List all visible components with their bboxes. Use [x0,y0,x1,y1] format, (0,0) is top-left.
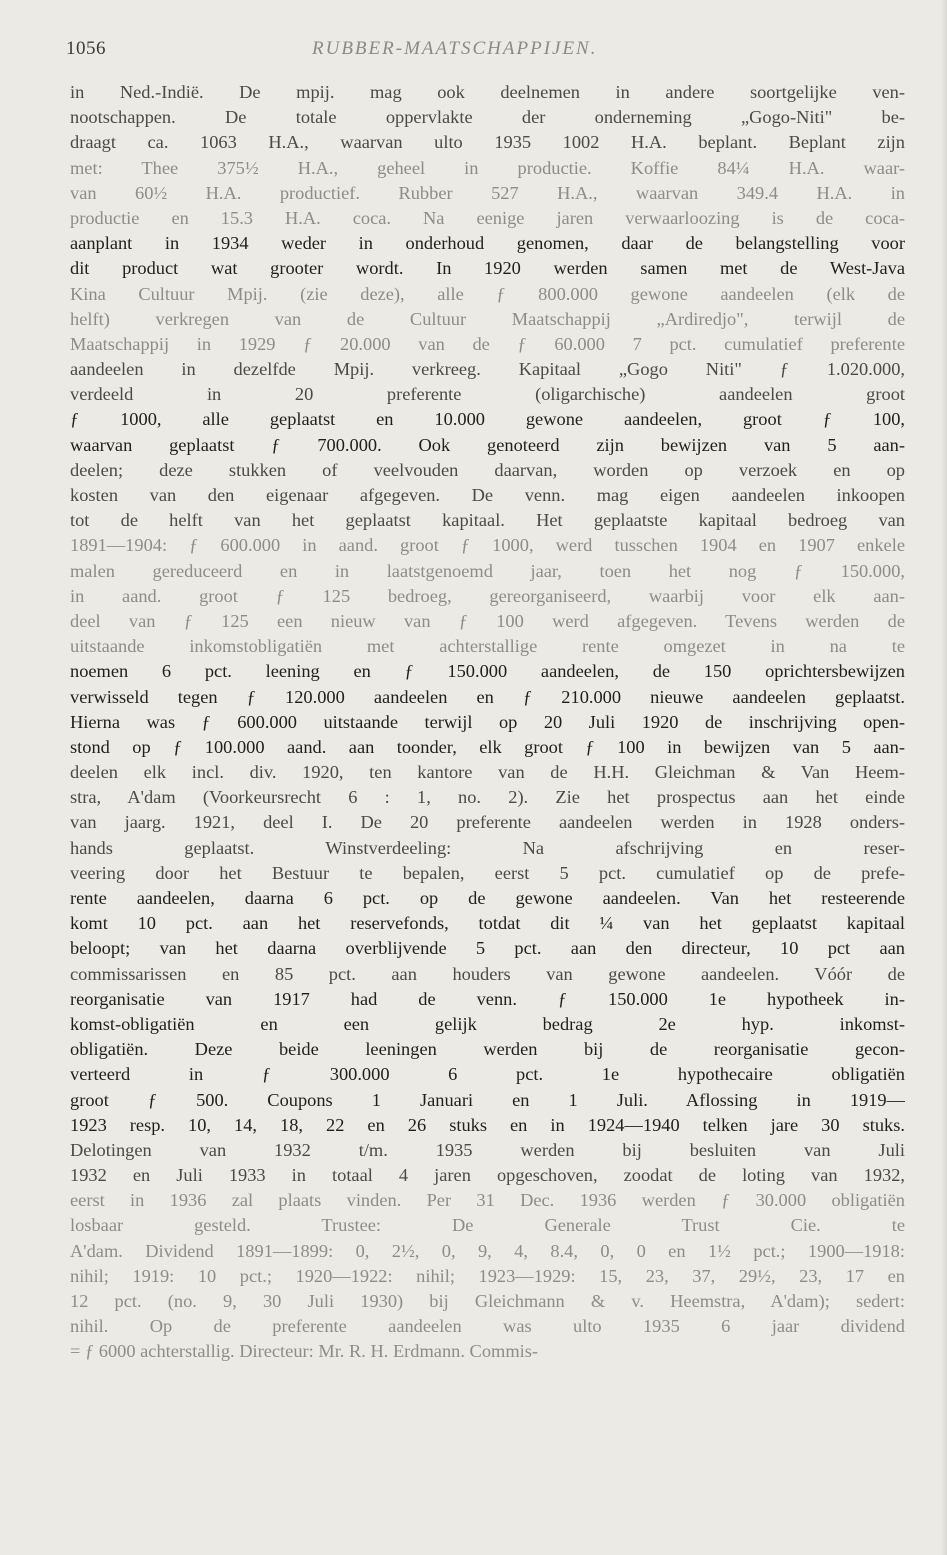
text-line: malen gereduceerd en in laatstgenoemd jaar, toen het nog ƒ 150.000, [70,560,905,581]
text-line: 1923 resp. 10, 14, 18, 22 en 26 stuks en in 1924—1940 telken jare 30 stuks. [70,1114,905,1135]
text-line: verteerd in ƒ 300.000 6 pct. 1e hypothecaire obligatiën [70,1064,905,1085]
text-line: verdeeld in 20 preferente (oligarchische) aandeelen groot [70,384,905,405]
text-line: in Ned.-Indië. De mpij. mag ook deelnemen in andere soortgelijke ven- [70,82,905,102]
text-line: aanplant in 1934 weder in onderhoud genomen, daar de belangstelling voor [70,233,905,254]
text-line: kosten van den eigenaar afgegeven. De venn. mag eigen aandeelen inkoopen [70,485,905,505]
text-line: van 60½ H.A. productief. Rubber 527 H.A., waarvan 349.4 H.A. in [70,182,905,203]
text-line: komst-obligatiën en een gelijk bedrag 2e hyp. inkomst- [70,1013,905,1034]
text-line: dit product wat grooter wordt. In 1920 werden samen met de West-Java [70,258,905,279]
text-line: tot de helft van het geplaatst kapitaal. Het geplaatste kapitaal bedroeg van [70,510,905,531]
text-line: helft) verkregen van de Cultuur Maatschappij „Ardiredjo", terwijl de [70,308,905,329]
text-line: Maatschappij in 1929 ƒ 20.000 van de ƒ 60.000 7 pct. cumulatief preferente [70,333,905,354]
text-line: reorganisatie van 1917 had de venn. ƒ 150.000 1e hypotheek in- [70,988,905,1009]
text-line: stra, A'dam (Voorkeursrecht 6 : 1, no. 2). Zie het prospectus aan het einde [70,787,905,808]
page-number: 1056 [66,38,106,59]
text-line: Delotingen van 1932 t/m. 1935 werden bij besluiten van Juli [70,1139,905,1160]
text-line: deel van ƒ 125 een nieuw van ƒ 100 werd afgegeven. Tevens werden de [70,610,905,631]
text-line: losbaar gesteld. Trustee: De Generale Trust Cie. te [70,1215,905,1236]
text-line: Hierna was ƒ 600.000 uitstaande terwijl op 20 Juli 1920 de inschrijving open- [70,711,905,732]
text-line: Kina Cultuur Mpij. (zie deze), alle ƒ 800.000 gewone aandeelen (elk de [70,283,905,304]
text-line: groot ƒ 500. Coupons 1 Januari en 1 Juli. Aflossing in 1919— [70,1089,905,1110]
body-text [70,80,905,1365]
text-line: uitstaande inkomstobligatiën met achterstallige rente omgezet in na te [70,636,905,657]
text-line: stond op ƒ 100.000 aand. aan toonder, elk groot ƒ 100 in bewijzen van 5 aan- [70,736,905,757]
text-line: = ƒ 6000 achterstallig. Directeur: Mr. R. H. Erdmann. Commis- [70,1341,539,1362]
text-line: ƒ 1000, alle geplaatst en 10.000 gewone aandeelen, groot ƒ 100, [70,409,905,430]
text-line: deelen elk incl. div. 1920, ten kantore van de H.H. Gleichman & Van Heem- [70,762,905,783]
text-line: obligatiën. Deze beide leeningen werden bij de reorganisatie gecon- [70,1039,905,1060]
text-line: 12 pct. (no. 9, 30 Juli 1930) bij Gleichmann & v. Heemstra, A'dam); sedert: [70,1291,905,1311]
text-line: draagt ca. 1063 H.A., waarvan ulto 1935 1002 H.A. beplant. Beplant zijn [70,132,905,153]
text-line: verwisseld tegen ƒ 120.000 aandeelen en ƒ 210.000 nieuwe aandeelen geplaatst. [70,686,905,707]
text-line: 1932 en Juli 1933 in totaal 4 jaren opgeschoven, zoodat de loting van 1932, [70,1165,905,1186]
running-head: RUBBER-MAATSCHAPPIJEN. [312,38,598,59]
text-line: rente aandeelen, daarna 6 pct. op de gewone aandeelen. Van het resteerende [70,888,905,908]
text-line: noemen 6 pct. leening en ƒ 150.000 aandeelen, de 150 oprichtersbewijzen [70,661,905,682]
text-line: nihil. Op de preferente aandeelen was ulto 1935 6 jaar dividend [70,1316,905,1337]
text-line: nootschappen. De totale oppervlakte der onderneming „Gogo-Niti" be- [70,107,905,128]
text-line: commissarissen en 85 pct. aan houders van gewone aandeelen. Vóór de [70,963,905,984]
text-line: nihil; 1919: 10 pct.; 1920—1922: nihil; 1923—1929: 15, 23, 37, 29½, 23, 17 en [70,1265,905,1286]
text-line: waarvan geplaatst ƒ 700.000. Ook genoteerd zijn bewijzen van 5 aan- [70,434,905,455]
text-line: in aand. groot ƒ 125 bedroeg, gereorganiseerd, waarbij voor elk aan- [70,585,905,606]
text-line: beloopt; van het daarna overblijvende 5 pct. aan den directeur, 10 pct aan [70,938,905,959]
text-line: eerst in 1936 zal plaats vinden. Per 31 Dec. 1936 werden ƒ 30.000 obligatiën [70,1190,905,1211]
text-line: productie en 15.3 H.A. coca. Na eenige jaren verwaarloozing is de coca- [70,207,905,228]
text-line: komt 10 pct. aan het reservefonds, totdat dit ¼ van het geplaatst kapitaal [70,913,905,934]
text-line: deelen; deze stukken of veelvouden daarvan, worden op verzoek en op [70,459,905,480]
text-line: met: Thee 375½ H.A., geheel in productie. Koffie 84¼ H.A. waar- [70,157,905,178]
text-line: aandeelen in dezelfde Mpij. verkreeg. Kapitaal „Gogo Niti" ƒ 1.020.000, [70,359,905,380]
page-edge-shadow [941,0,947,1555]
text-line: veering door het Bestuur te bepalen, eerst 5 pct. cumulatief op de prefe- [70,862,905,883]
text-line: hands geplaatst. Winstverdeeling: Na afschrijving en reser- [70,837,905,858]
text-line: van jaarg. 1921, deel I. De 20 preferente aandeelen werden in 1928 onders- [70,812,905,833]
text-line: 1891—1904: ƒ 600.000 in aand. groot ƒ 1000, werd tusschen 1904 en 1907 enkele [70,535,905,556]
text-line: A'dam. Dividend 1891—1899: 0, 2½, 0, 9, 4, 8.4, 0, 0 en 1½ pct.; 1900—1918: [70,1240,905,1261]
